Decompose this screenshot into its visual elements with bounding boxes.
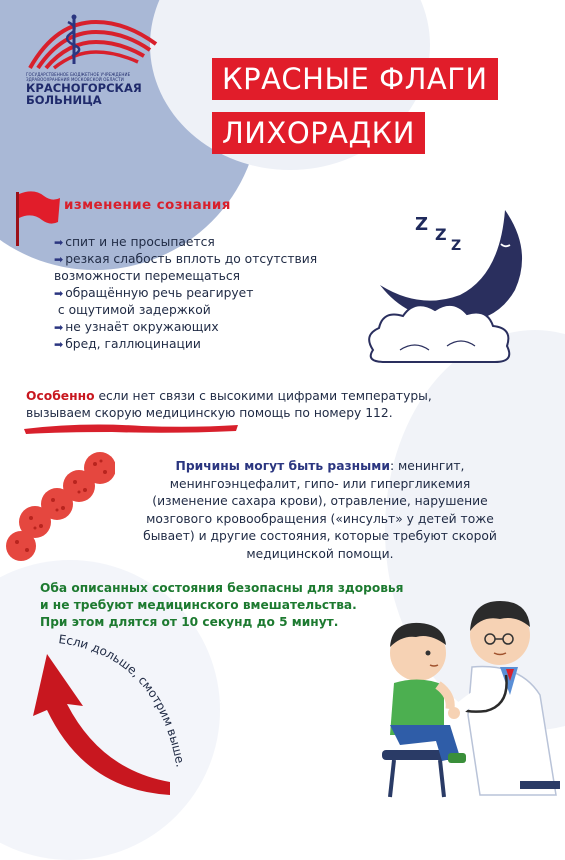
page-title-line1: КРАСНЫЕ ФЛАГИ: [212, 58, 498, 100]
note-highlight: Особенно: [26, 389, 95, 403]
causes-paragraph: Причины могут быть разными: менингит, менингоэнцефалит, гипо- или гипергликемия (изменение сахара крови), отравление, нарушение мозгового кровообращения («инсульт» у детей тоже бывает) и другие состояния, которые требуют скорой медицинской помощи.: [143, 459, 497, 561]
logo-org-line: ГОСУДАРСТВЕННОЕ БЮДЖЕТНОЕ УЧРЕЖДЕНИЕ ЗДРАВООХРАНЕНИЯ МОСКОВСКОЙ ОБЛАСТИ: [26, 72, 131, 82]
sleeping-moon-icon: [355, 200, 535, 380]
red-brush-underline: [22, 420, 242, 436]
page-title-line2: ЛИХОРАДКИ: [212, 112, 425, 154]
green-note: Оба описанных состояния безопасны для здоровья и не требуют медицинского вмешательства. При этом длятся от 10 секунд до 5 минут.: [40, 581, 404, 629]
curved-arrow-icon: [25, 640, 175, 800]
curved-text: Если дольше, смотрим выше.: [57, 632, 188, 769]
list-item: ➡ бред, галлюцинации: [54, 337, 201, 351]
list-item-continuation: с ощутимой задержкой: [57, 303, 211, 317]
list-item: ➡ обращённую речь реагирует: [54, 286, 254, 300]
list-item: ➡ спит и не просыпается: [54, 235, 215, 249]
arrow-right-icon: ➡: [54, 236, 64, 249]
symptoms-list: [54, 234, 374, 353]
svg-text:Z: Z: [435, 225, 447, 244]
section-heading: изменение сознания: [64, 197, 231, 213]
logo-name-line1: КРАСНОГОРСКАЯ: [26, 81, 142, 95]
arrow-right-icon: ➡: [54, 287, 64, 300]
logo-emblem-icon: [26, 14, 161, 70]
blood-cells-icon: [5, 448, 115, 568]
note-line2: вызываем скорую медицинскую помощь по номеру 112.: [26, 406, 393, 420]
note-line1: если нет связи с высокими цифрами температуры,: [94, 389, 432, 403]
svg-text:Z: Z: [415, 214, 429, 235]
hospital-logo: [26, 14, 166, 106]
arrow-right-icon: ➡: [54, 338, 64, 351]
list-item: ➡ не узнаёт окружающих: [54, 320, 219, 334]
arrow-right-icon: ➡: [54, 253, 64, 266]
causes-bold: Причины могут быть разными: [175, 459, 390, 473]
list-item-continuation: возможности перемещаться: [54, 269, 241, 283]
doctor-child-illustration: [360, 585, 560, 800]
svg-text:Z: Z: [451, 238, 462, 254]
logo-name-line2: БОЛЬНИЦА: [26, 93, 102, 107]
arrow-right-icon: ➡: [54, 321, 64, 334]
emergency-note: [26, 388, 496, 422]
list-item: ➡ резкая слабость вплоть до отсутствия: [54, 252, 318, 266]
